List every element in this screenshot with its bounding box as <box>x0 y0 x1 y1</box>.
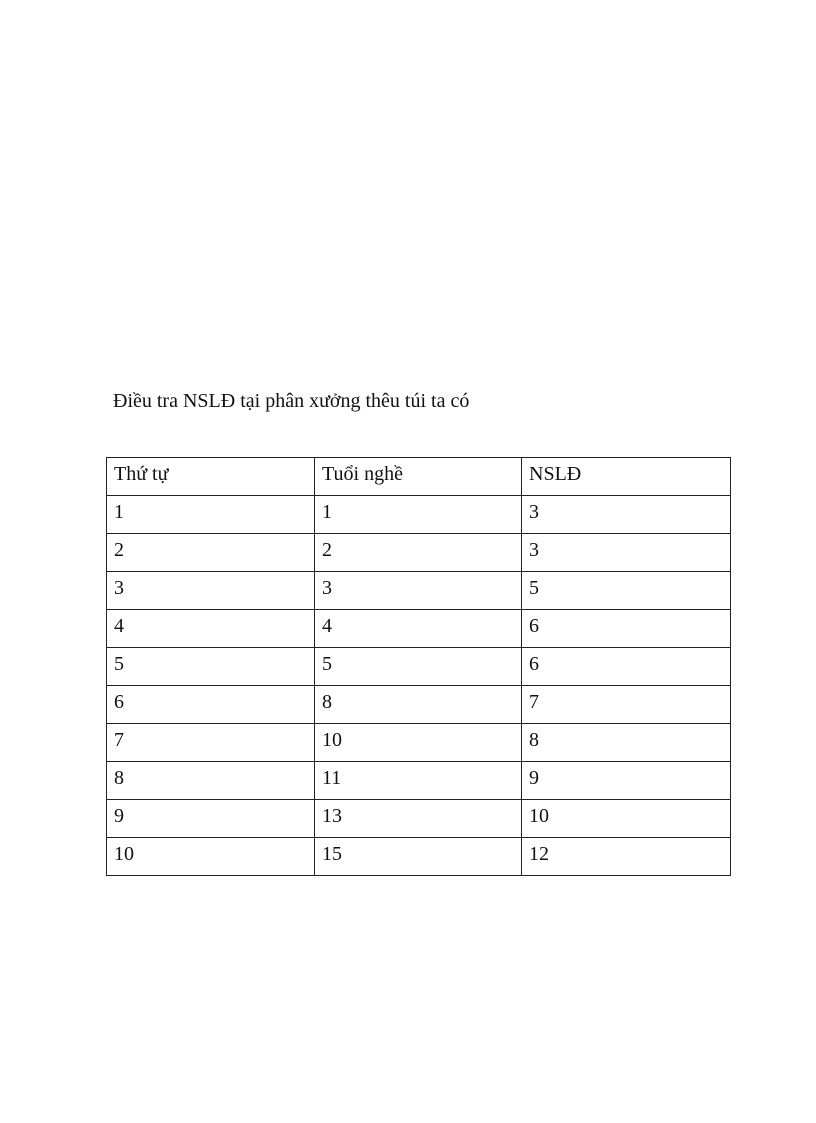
table-cell: 6 <box>107 686 315 724</box>
table-cell: 13 <box>315 800 522 838</box>
intro-paragraph: Điều tra NSLĐ tại phân xưởng thêu túi ta có <box>113 390 470 412</box>
table-row <box>107 838 731 876</box>
table-cell: 5 <box>107 648 315 686</box>
table-cell: 12 <box>522 838 731 876</box>
table-cell: 5 <box>522 572 731 610</box>
table-cell: 10 <box>315 724 522 762</box>
table-cell: 3 <box>522 496 731 534</box>
table-row <box>107 534 731 572</box>
table-row <box>107 610 731 648</box>
table-header-row <box>107 458 731 496</box>
table-cell: 1 <box>107 496 315 534</box>
table-cell: 2 <box>107 534 315 572</box>
table-cell: 7 <box>107 724 315 762</box>
table-cell: 2 <box>315 534 522 572</box>
table-row <box>107 572 731 610</box>
table-cell: 3 <box>315 572 522 610</box>
table-cell: 8 <box>315 686 522 724</box>
table-cell: 9 <box>522 762 731 800</box>
table-cell: 3 <box>522 534 731 572</box>
table-cell: 4 <box>107 610 315 648</box>
table-row <box>107 800 731 838</box>
table-cell: 3 <box>107 572 315 610</box>
table-cell: 4 <box>315 610 522 648</box>
table-row <box>107 496 731 534</box>
table-cell: 8 <box>107 762 315 800</box>
table-cell: 10 <box>522 800 731 838</box>
header-cell-order: Thứ tự <box>107 458 315 496</box>
table-cell: 6 <box>522 648 731 686</box>
table-row <box>107 762 731 800</box>
table-cell: 5 <box>315 648 522 686</box>
table-row <box>107 648 731 686</box>
table-cell: 7 <box>522 686 731 724</box>
table-cell: 15 <box>315 838 522 876</box>
table-cell: 6 <box>522 610 731 648</box>
table-row <box>107 686 731 724</box>
data-table <box>106 457 731 876</box>
header-cell-seniority: Tuổi nghề <box>315 458 522 496</box>
header-cell-productivity: NSLĐ <box>522 458 731 496</box>
table-row <box>107 724 731 762</box>
table-cell: 1 <box>315 496 522 534</box>
table-cell: 9 <box>107 800 315 838</box>
table-cell: 8 <box>522 724 731 762</box>
table-cell: 11 <box>315 762 522 800</box>
table-cell: 10 <box>107 838 315 876</box>
